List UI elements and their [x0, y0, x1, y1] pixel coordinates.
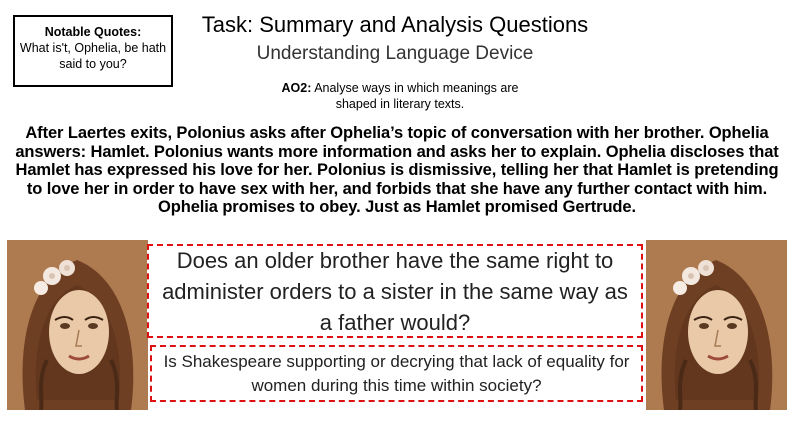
ophelia-portrait-right	[646, 240, 787, 410]
ophelia-portrait-left	[7, 240, 148, 410]
objective-text: Analyse ways in which meanings are shaped in literary texts.	[311, 81, 519, 111]
notable-quotes-heading: Notable Quotes:	[44, 25, 142, 39]
question-1-text: Does an older brother have the same right to administer orders to a sister in the same way as a father would?	[162, 247, 628, 335]
question-box-1	[147, 244, 643, 338]
page-subtitle: Understanding Language Device	[256, 43, 534, 64]
question-2-text: Is Shakespeare supporting or decrying that lack of equality for women during this time within society?	[163, 351, 630, 395]
question-box-2	[150, 345, 643, 402]
scene-summary: After Laertes exits, Polonius asks after Ophelia’s topic of conversation with her brother. Ophelia answers: Hamlet. Polonius wants more information and asks her to explain. Ophelia discloses that Hamlet has expressed his love for her. Polonius is dismissive, telling her that Hamlet is pretending to love her in order to have sex with her, and forbids that she have any further contact with him. Ophelia promises to obey. Just as Hamlet promised Gertrude.	[15, 124, 779, 216]
objective-code: AO2:	[281, 81, 312, 95]
notable-quote-text: What is't, Ophelia, be hath said to you?	[19, 41, 167, 71]
page-title: Task: Summary and Analysis Questions	[201, 12, 589, 37]
assessment-objective	[270, 80, 530, 112]
notable-quotes-box	[13, 15, 173, 87]
